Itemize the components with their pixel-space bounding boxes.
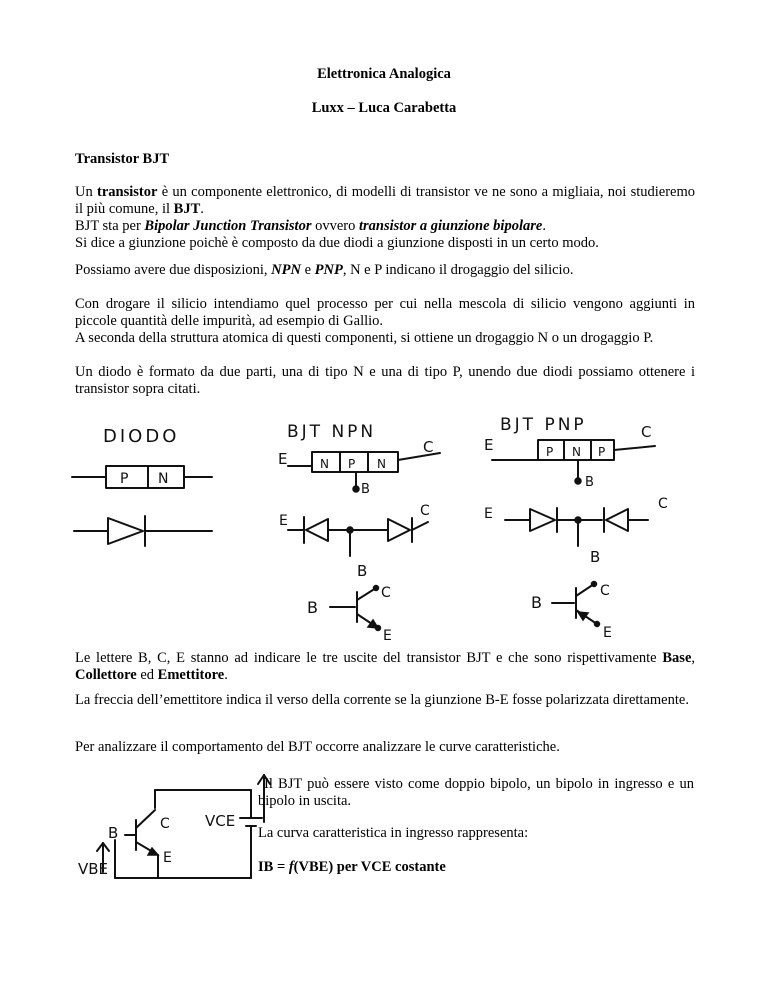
term-base: Base: [662, 650, 692, 666]
svg-text:N: N: [320, 457, 329, 471]
term-npn: NPN: [271, 262, 301, 278]
bjt-npn-title: BJT NPN: [287, 422, 377, 442]
document-title: Elettronica Analogica: [317, 66, 451, 82]
svg-text:C: C: [641, 423, 652, 441]
term-bipolar-junction-transistor: Bipolar Junction Transistor: [144, 218, 312, 234]
term-pnp: PNP: [314, 262, 343, 278]
svg-text:C: C: [381, 585, 391, 601]
bjt-pnp-title: BJT PNP: [500, 415, 587, 435]
svg-text:E: E: [279, 513, 288, 529]
paragraph-disposizioni: Possiamo avere due disposizioni, NPN e PNP, N e P indicano il drogaggio del silicio.: [75, 262, 574, 278]
paragraph-uscite: Le lettere B, C, E stanno ad indicare le tre uscite del transistor BJT e che sono rispettivamente Base, Collettore ed Emettitore.: [75, 650, 695, 683]
section-heading: Transistor BJT: [75, 151, 170, 167]
svg-text:E: E: [383, 628, 392, 644]
diode-title: DIODO: [103, 426, 180, 447]
bjt-npn-diagram: [278, 422, 440, 644]
bjt-pnp-diagram: [484, 415, 668, 641]
term-transistor: transistor: [97, 184, 158, 200]
svg-text:N: N: [572, 445, 581, 459]
bjt-circuit-diagram: [78, 775, 270, 878]
term-collettore: Collettore: [75, 667, 137, 683]
svg-text:B: B: [357, 562, 368, 580]
paragraph-freccia: La freccia dell’emettitore indica il verso della corrente se la giunzione B-E fosse polarizzata direttamente.: [75, 692, 689, 708]
svg-text:B: B: [361, 482, 370, 497]
paragraph-curva-ingresso: La curva caratteristica in ingresso rappresenta:: [258, 825, 529, 841]
term-emettitore: Emettitore: [157, 667, 225, 683]
formula-ib: IB = f(VBE) per VCE costante: [258, 859, 446, 875]
svg-text:E: E: [603, 625, 612, 641]
svg-text:E: E: [484, 436, 494, 454]
svg-text:C: C: [420, 503, 430, 519]
svg-text:B: B: [531, 593, 542, 612]
svg-text:P: P: [348, 457, 356, 471]
svg-text:P: P: [546, 445, 554, 459]
svg-text:P: P: [598, 445, 606, 459]
diode-diagram: [72, 426, 212, 546]
term-bjt: BJT: [173, 201, 201, 217]
svg-text:E: E: [484, 506, 493, 522]
svg-text:B: B: [108, 824, 119, 842]
paragraph-drogaggio: Con drogare il silicio intendiamo quel processo per cui nella mescola di silicio vengono aggiunti in piccole quantità delle impurità, ad esempio di Gallio. A seconda della struttura atomica di questi componenti, si ottiene un drogaggio N o un drogaggio P.: [75, 296, 695, 346]
svg-text:B: B: [307, 598, 318, 617]
paragraph-doppio-bipolo: Il BJT può essere visto come doppio bipolo, un bipolo in ingresso e un bipolo in uscita.: [258, 776, 694, 809]
svg-text:B: B: [585, 475, 594, 490]
term-transistor-a-giunzione-bipolare: transistor a giunzione bipolare: [359, 218, 543, 234]
svg-text:C: C: [600, 583, 610, 599]
svg-text:P: P: [120, 471, 129, 487]
document-author: Luxx – Luca Carabetta: [311, 100, 457, 116]
paragraph-transistor-intro: Un transistor è un componente elettronico, di modelli di transistor ve ne sono a migliaia, noi studieremo il più comune, il BJT. BJT sta per Bipolar Junction Transistor ovvero transistor a giunzione bipolare. Si dice a giunzione poichè è composto da due diodi a giunzione disposti in un certo modo.: [75, 184, 695, 251]
paragraph-curve: Per analizzare il comportamento del BJT occorre analizzare le curve caratteristiche.: [75, 739, 560, 755]
svg-text:N: N: [377, 457, 386, 471]
svg-text:C: C: [658, 496, 668, 512]
svg-text:C: C: [423, 438, 434, 456]
svg-text:B: B: [590, 548, 601, 566]
vce-label: VCE: [205, 812, 236, 830]
svg-text:C: C: [160, 816, 170, 832]
svg-text:N: N: [158, 471, 169, 487]
svg-text:E: E: [163, 850, 172, 866]
svg-text:E: E: [278, 450, 288, 468]
paragraph-diodo: Un diodo è formato da due parti, una di tipo N e una di tipo P, unendo due diodi possiamo ottenere i transistor sopra citati.: [75, 364, 695, 397]
vbe-label: VBE: [78, 860, 109, 878]
